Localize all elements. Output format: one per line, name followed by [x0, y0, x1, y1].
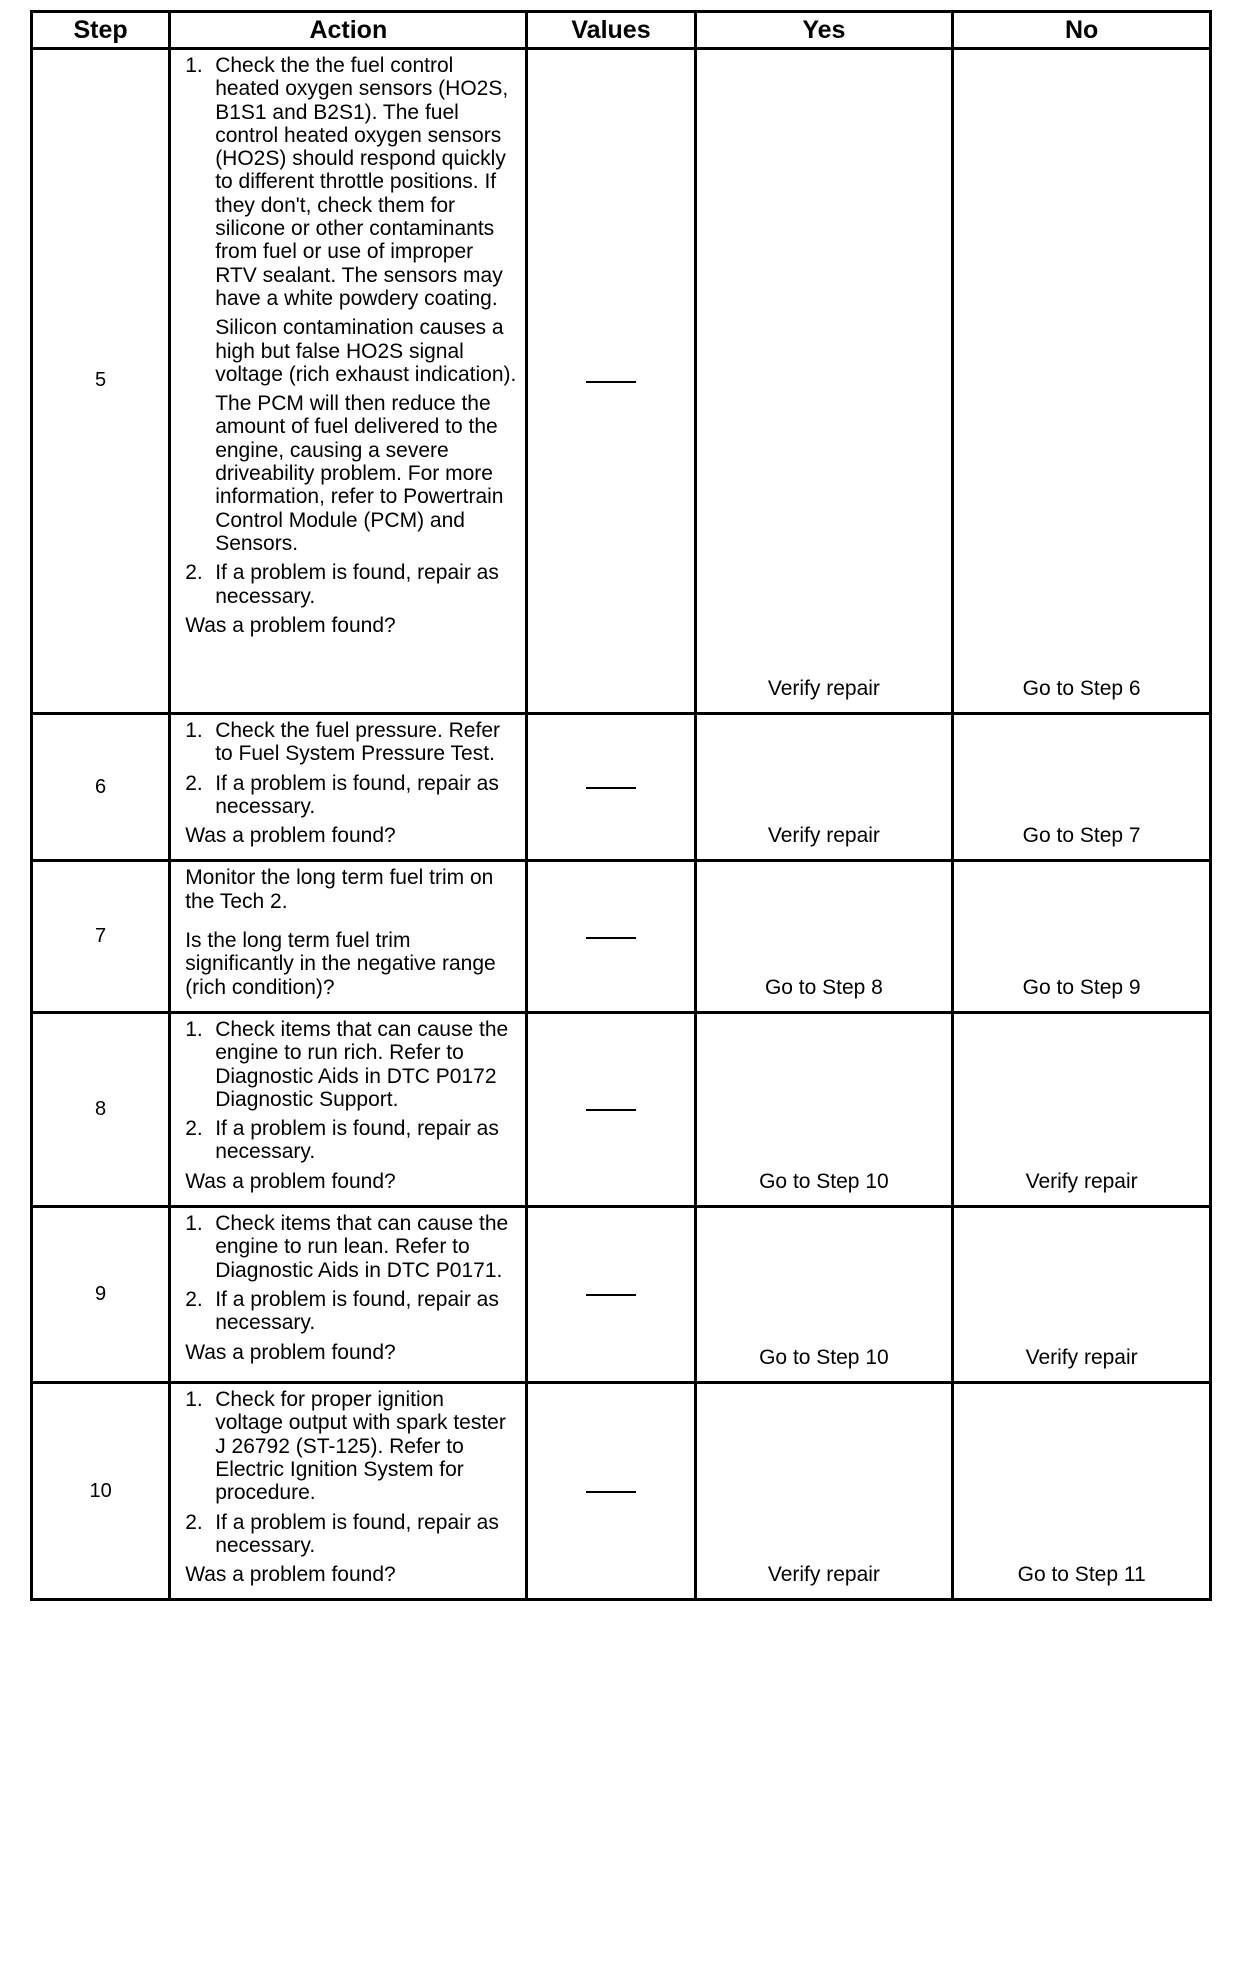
- item-number: 2.: [185, 561, 203, 585]
- no-result: Go to Step 7: [953, 714, 1211, 861]
- value-dash: [586, 1109, 636, 1111]
- step-number: 9: [32, 1207, 170, 1383]
- action-item: [185, 1212, 517, 1282]
- action-cell: [170, 861, 527, 1012]
- yes-result: Verify repair: [695, 49, 953, 714]
- item-number: 1.: [185, 719, 203, 742]
- item-text: Check items that can cause the engine to run rich. Refer to Diagnostic Aids in DTC P0172 Diagnostic Support.: [215, 1017, 509, 1111]
- action-question: Was a problem found?: [185, 1563, 396, 1587]
- action-item: [185, 772, 517, 819]
- step-number: 10: [32, 1383, 170, 1600]
- item-number: 1.: [185, 1212, 203, 1236]
- item-number: 2.: [185, 771, 203, 795]
- action-item: [185, 1511, 517, 1558]
- step-number: 7: [32, 861, 170, 1012]
- yes-result: Go to Step 10: [695, 1207, 953, 1383]
- step-number: 6: [32, 714, 170, 861]
- action-statement: Monitor the long term fuel trim on the Tech 2.: [185, 866, 494, 913]
- action-item: [185, 719, 517, 766]
- values-cell: [527, 1207, 695, 1383]
- header-values: Values: [527, 12, 695, 49]
- action-cell: [170, 1383, 527, 1600]
- item-text: If a problem is found, repair as necessary.: [215, 1287, 499, 1335]
- action-item: [185, 561, 517, 608]
- header-no: No: [953, 12, 1211, 49]
- yes-result: Go to Step 8: [695, 861, 953, 1012]
- item-number: 2.: [185, 1510, 203, 1534]
- action-question: Was a problem found?: [185, 1169, 396, 1193]
- table-row: [32, 861, 1211, 1012]
- item-text: If a problem is found, repair as necessary.: [215, 1510, 499, 1557]
- values-cell: [527, 49, 695, 714]
- no-result: Go to Step 9: [953, 861, 1211, 1012]
- step-number: 8: [32, 1012, 170, 1206]
- action-item: [185, 1288, 517, 1335]
- value-dash: [586, 937, 636, 939]
- values-cell: [527, 1383, 695, 1600]
- action-note: Silicon contamination causes a high but false HO2S signal voltage (rich exhaust indication).: [215, 316, 517, 386]
- value-dash: [586, 381, 636, 383]
- item-text: If a problem is found, repair as necessary.: [215, 771, 499, 818]
- action-question: Was a problem found?: [185, 824, 396, 848]
- item-text: Check for proper ignition voltage output with spark tester J 26792 (ST-125). Refer to Electric Ignition System for procedure.: [215, 1388, 506, 1505]
- values-cell: [527, 714, 695, 861]
- yes-result: Verify repair: [695, 1383, 953, 1600]
- header-step: Step: [32, 12, 170, 49]
- item-text: If a problem is found, repair as necessary.: [215, 561, 499, 608]
- item-text: Check items that can cause the engine to run lean. Refer to Diagnostic Aids in DTC P0171.: [215, 1212, 509, 1282]
- no-result: Verify repair: [953, 1207, 1211, 1383]
- table-row: [32, 49, 1211, 714]
- value-dash: [586, 1294, 636, 1296]
- values-cell: [527, 861, 695, 1012]
- no-result: Go to Step 6: [953, 49, 1211, 714]
- action-question: Was a problem found?: [185, 613, 396, 637]
- item-number: 1.: [185, 1388, 203, 1412]
- action-cell: [170, 49, 527, 714]
- item-number: 2.: [185, 1117, 203, 1141]
- step-number: 5: [32, 49, 170, 714]
- header-yes: Yes: [695, 12, 953, 49]
- table-header-row: [32, 12, 1211, 49]
- item-text: Check the fuel pressure. Refer to Fuel System Pressure Test.: [215, 719, 500, 766]
- table-row: [32, 714, 1211, 861]
- action-item: [185, 1117, 517, 1164]
- table-row: [32, 1383, 1211, 1600]
- yes-result: Verify repair: [695, 714, 953, 861]
- item-text: Check the the fuel control heated oxygen sensors (HO2S, B1S1 and B2S1). The fuel control heated oxygen sensors (HO2S) should respond quickly to different throttle positions. If they don't, check them for silicone or other contaminants from fuel or use of improper RTV sealant. The sensors may have a white powdery coating.: [215, 54, 509, 310]
- item-number: 1.: [185, 1017, 203, 1041]
- item-number: 2.: [185, 1287, 203, 1311]
- yes-result: Go to Step 10: [695, 1012, 953, 1206]
- table-row: [32, 1207, 1211, 1383]
- no-result: Verify repair: [953, 1012, 1211, 1206]
- table-row: [32, 1012, 1211, 1206]
- values-cell: [527, 1012, 695, 1206]
- action-cell: [170, 1012, 527, 1206]
- value-dash: [586, 787, 636, 789]
- item-number: 1.: [185, 54, 203, 77]
- action-item: [185, 1388, 517, 1504]
- diagnostic-table: [30, 10, 1212, 1601]
- item-text: If a problem is found, repair as necessary.: [215, 1117, 499, 1164]
- action-item: [185, 54, 517, 310]
- action-cell: [170, 714, 527, 861]
- action-question: Is the long term fuel trim significantly in the negative range (rich condition)?: [185, 929, 496, 999]
- no-result: Go to Step 11: [953, 1383, 1211, 1600]
- action-question: Was a problem found?: [185, 1340, 396, 1364]
- action-item: [185, 1018, 517, 1111]
- header-action: Action: [170, 12, 527, 49]
- action-note: The PCM will then reduce the amount of fuel delivered to the engine, causing a severe driveability problem. For more information, refer to Powertrain Control Module (PCM) and Sensors.: [215, 392, 504, 555]
- action-cell: [170, 1207, 527, 1383]
- value-dash: [586, 1491, 636, 1493]
